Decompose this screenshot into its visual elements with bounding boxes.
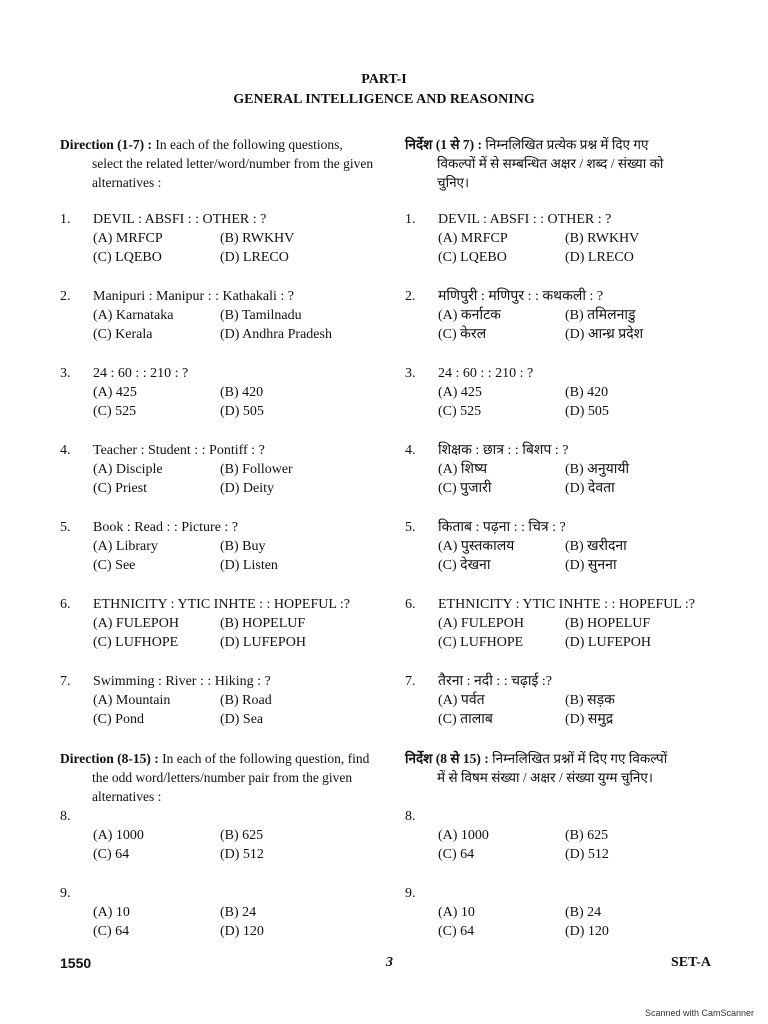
option-b: (B) RWKHV [220,231,295,246]
option-c: (C) 525 [93,404,137,419]
question-text: Swimming : River : : Hiking : ? [93,674,271,689]
option-a: (A) Disciple [93,462,163,477]
option-a: (A) 10 [93,905,130,920]
question-text: Manipuri : Manipur : : Kathakali : ? [93,289,295,304]
option-b: (B) अनुयायी [565,462,630,477]
option-c: (C) देखना [438,558,491,573]
question-text: DEVIL : ABSFI : : OTHER : ? [438,212,612,227]
option-d: (D) Sea [220,712,264,727]
question-text: Teacher : Student : : Pontiff : ? [93,443,265,458]
option-a: (A) शिष्य [438,462,488,477]
option-d: (D) 505 [220,404,264,419]
option-c: (C) LUFHOPE [93,635,179,650]
option-c: (C) केरल [438,327,487,342]
question-number: 2. [60,289,71,304]
option-c: (C) Pond [93,712,144,727]
option-b: (B) खरीदना [565,539,627,554]
page-number: 3 [386,955,393,970]
question-number: 5. [405,520,416,535]
option-b: (B) तमिलनाडु [565,308,636,323]
option-c: (C) 64 [93,924,130,939]
direction-text: alternatives : [92,175,162,190]
direction-label: निर्देश (8 से 15) : [405,751,489,766]
question-number: 3. [405,366,416,381]
option-c: (C) तालाब [438,712,493,727]
direction-text: में से विषम संख्या / अक्षर / संख्या युग्म चुनिए। [437,770,654,785]
option-d: (D) Listen [220,558,278,573]
option-c: (C) See [93,558,136,573]
question-text: 24 : 60 : : 210 : ? [93,366,189,381]
option-b: (B) 625 [220,828,264,843]
option-d: (D) 512 [220,847,264,862]
option-c: (C) पुजारी [438,481,492,496]
question-number: 6. [60,597,71,612]
option-a: (A) पुस्तकालय [438,539,515,554]
option-a: (A) कर्नाटक [438,308,501,323]
question-text: ETHNICITY : YTIC INHTE : : HOPEFUL :? [93,597,351,612]
option-c: (C) Kerala [93,327,153,342]
option-d: (D) 512 [565,847,609,862]
direction-text: In each of the following questions, [151,137,343,152]
part-heading: PART-I [361,72,407,87]
section-title: GENERAL INTELLIGENCE AND REASONING [233,92,535,107]
question-text: तैरना : नदी : : चढ़ाई :? [438,674,552,689]
direction-text: select the related letter/word/number from the given [92,156,374,171]
option-c: (C) 64 [438,924,475,939]
option-c: (C) Priest [93,481,148,496]
option-a: (A) 425 [93,385,137,400]
question-text: किताब : पढ़ना : : चित्र : ? [438,520,566,535]
option-b: (B) Road [220,693,272,708]
option-a: (A) Karnataka [93,308,174,323]
option-b: (B) 24 [220,905,257,920]
option-a: (A) FULEPOH [438,616,524,631]
question-number: 6. [405,597,416,612]
question-number: 7. [405,674,416,689]
direction-8-15-hindi [405,749,735,787]
option-d: (D) 120 [565,924,609,939]
option-d: (D) LRECO [220,250,289,265]
direction-text: विकल्पों में से सम्बन्धित अक्षर / शब्द / संख्या को [437,156,664,171]
question-text: DEVIL : ABSFI : : OTHER : ? [93,212,267,227]
question-number: 1. [60,212,71,227]
question-text: Book : Read : : Picture : ? [93,520,239,535]
option-d: (D) 120 [220,924,264,939]
option-a: (A) 425 [438,385,482,400]
question-number: 9. [60,886,71,901]
option-b: (B) 420 [565,385,609,400]
option-b: (B) Follower [220,462,293,477]
option-b: (B) HOPELUF [220,616,306,631]
direction-label: Direction (1-7) : [60,137,152,152]
question-number: 8. [60,809,71,824]
option-a: (A) 10 [438,905,475,920]
scanner-watermark: Scanned with CamScanner [644,1008,754,1018]
direction-text: the odd word/letters/number pair from the given [92,770,353,785]
option-b: (B) 420 [220,385,264,400]
direction-label: Direction (8-15) : [60,751,159,766]
option-c: (C) 525 [438,404,482,419]
option-a: (A) Library [93,539,158,554]
direction-text: चुनिए। [437,175,470,190]
question-number: 1. [405,212,416,227]
option-b: (B) RWKHV [565,231,640,246]
option-a: (A) पर्वत [438,693,485,708]
option-c: (C) 64 [93,847,130,862]
question-number: 2. [405,289,416,304]
question-number: 7. [60,674,71,689]
direction-1-7 [60,135,380,192]
option-d: (D) LRECO [565,250,634,265]
direction-label: निर्देश (1 से 7) : [405,137,482,152]
question-number: 9. [405,886,416,901]
option-a: (A) FULEPOH [93,616,179,631]
direction-text: alternatives : [92,789,162,804]
option-a: (A) 1000 [93,828,144,843]
question-number: 4. [60,443,71,458]
question-number: 4. [405,443,416,458]
option-c: (C) LQEBO [438,250,507,265]
option-b: (B) Buy [220,539,266,554]
question-text: 24 : 60 : : 210 : ? [438,366,534,381]
option-b: (B) 24 [565,905,602,920]
question-number: 3. [60,366,71,381]
option-a: (A) 1000 [438,828,489,843]
question-text: मणिपुरी : मणिपुर : : कथकली : ? [438,289,604,304]
option-b: (B) HOPELUF [565,616,651,631]
paper-code: 1550 [60,955,92,971]
direction-text: निम्नलिखित प्रश्नों में दिए गए विकल्पों [488,751,668,766]
option-d: (D) देवता [565,481,615,496]
option-b: (B) सड़क [565,693,615,708]
option-c: (C) 64 [438,847,475,862]
option-d: (D) Andhra Pradesh [220,327,332,342]
question-number: 8. [405,809,416,824]
set-label: SET-A [671,955,711,970]
direction-8-15 [60,749,385,806]
option-d: (D) Deity [220,481,275,496]
option-c: (C) LUFHOPE [438,635,524,650]
option-b: (B) Tamilnadu [220,308,302,323]
option-d: (D) सुनना [565,558,617,573]
option-d: (D) समुद्र [565,712,614,727]
option-d: (D) LUFEPOH [565,635,651,650]
question-text: ETHNICITY : YTIC INHTE : : HOPEFUL :? [438,597,696,612]
direction-text: In each of the following question, find [158,751,370,766]
question-number: 5. [60,520,71,535]
option-a: (A) MRFCP [438,231,508,246]
question-text: शिक्षक : छात्र : : बिशप : ? [438,443,569,458]
option-d: (D) LUFEPOH [220,635,306,650]
option-d: (D) 505 [565,404,609,419]
option-b: (B) 625 [565,828,609,843]
direction-1-7-hindi [405,135,735,192]
option-d: (D) आन्ध्र प्रदेश [565,327,644,342]
direction-text: निम्नलिखित प्रत्येक प्रश्न में दिए गए [481,137,649,152]
option-c: (C) LQEBO [93,250,162,265]
option-a: (A) MRFCP [93,231,163,246]
option-a: (A) Mountain [93,693,171,708]
